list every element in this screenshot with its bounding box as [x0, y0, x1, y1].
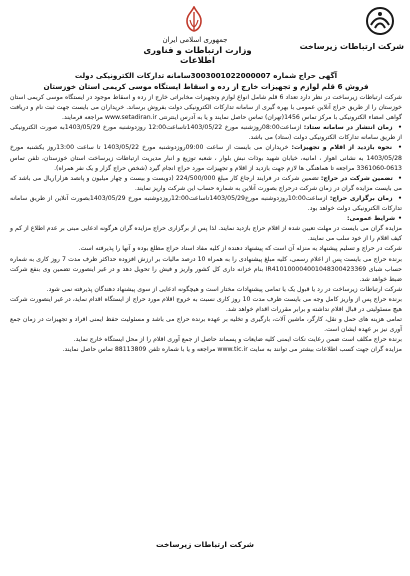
section-text: ازساعت10:00روزدوشنبه مورخ1403/05/29تاساعت12:00روزدوشنبه مورخ 1403/05/29بصورت آنلاین از طریق سامانه تدارکات الکترونیکی دولت خواهد بود.: [10, 194, 402, 213]
condition-item: تمامی هزینه های حمل و نقل، کارگر، ماشین آلات، بارگیری و تخلیه بر عهده برنده حراج می باشد و مسئولیت حفظ ایمنی افراد و تجهیزات در زمان جمع آوری نیز بر عهده ایشان است.: [10, 316, 402, 334]
company-logo-icon: [365, 6, 395, 36]
ministry-name: وزارت ارتباطات و فناوری اطلاعات: [143, 46, 252, 66]
section-auction-time: [10, 194, 402, 214]
notice-body: [10, 70, 402, 355]
iran-emblem-icon: [183, 6, 205, 32]
section-label: زمان انتشار در سامانه ستاد:: [303, 124, 393, 132]
section-guarantee: [10, 174, 402, 194]
section-visit: [10, 143, 402, 173]
conditions-title: • شرایط عمومی:: [10, 214, 402, 224]
condition-item: برنده حراج پس از واریز کامل وجه می بایست ظرف مدت 10 روز کاری نسبت به خروج اقلام مورد حراج از ایستگاه اقدام نماید، در غیر اینصورت شرکت هیچ مسئولیتی در قبال اقلام نداشته و برابر مقررات اقدام خواهد شد.: [10, 295, 402, 313]
notice-subtitle: فروش 6 قلم لوازم و تجهیزات خارج از رده و اسقاط ایستگاه موسی کریمی استان خوزستان: [43, 82, 369, 91]
condition-item: شرکت ارتباطات زیرساخت در رد یا قبول یک یا تمامی پیشنهادات مختار است و هیچگونه ادعایی از سوی پیشنهاد دهندگان پذیرفته نمی شود.: [46, 285, 402, 293]
condition-item: شرکت در حراج و تسلیم پیشنهاد به منزله آن است که پیشنهاد دهنده از کلیه مفاد اسناد حراج مطلع بوده و آنها را پذیرفته است.: [78, 245, 402, 253]
company-name: شرکت ارتباطات زیرساخت: [299, 42, 404, 51]
section-text: تضمین شرکت در فرایند ارجاع کار مبلغ 224/500/000 (دویست و بیست و چهار میلیون و پانصد هزار)ریال می باشد که می بایست مزایده گران در زمان شرکت درحراج بصورت آنلاین به شماره حساب این شرکت واریز نمایند.: [10, 174, 402, 192]
notice-intro: شرکت ارتباطات زیرساخت در نظر دارد تعداد 6 قلم شامل انواع لوازم وتجهیزات مخابراتی خارج از رده و اسقاط موجود در ایستگاه موسی کریمی استان خوزستان را از طریق حراج آنلاین عمومی با بهره گیری از سامانه تدارکات الکترونیکی دولت بفروش برساند. خریداران می بایست جهت ثبت نام و دریافت گواهی امضاء الکترونیکی با مرکز تماس 1456(تهران) تماس حاصل نمایند و یا به آدرس اینترنتی www.setadiran.ir مراجعه فرمایند.: [10, 94, 402, 122]
notice-title: آگهی حراج شماره 3003001022000007سامانه تدارکات الکترونیکی دولت: [74, 71, 338, 80]
section-label: زمان برگزاری حراج:: [329, 194, 393, 202]
condition-item: مزایده گران می بایست در مهلت تعیین شده از اقلام حراج بازدید نمایند. لذا پس از برگزاری حراج مزایده گران هرگونه ادعایی مبنی بر عدم اطلاع از کم و کیف اقلام را از خود سلب می نمایند.: [10, 225, 402, 243]
condition-item: برنده حراج مکلف است ضمن رعایت نکات ایمنی کلیه ضایعات و پسماند حاصل از جمع آوری اقلام را از محل ایستگاه خارج نماید.: [73, 336, 402, 344]
section-publish-time: [10, 123, 402, 143]
condition-item: برنده حراج می بایست پس از اعلام رسمی، کلیه مبلغ پیشنهادی را به همراه 10 درصد مالیات بر ارزش افزوده حداکثر ظرف مدت 7 روز کاری به شماره حساب شبای IR410100004001048300423369 بنام خزانه داری کل کشور واریز و فیش را تحویل دهد و در غیر اینصورت تضمین وی بنفع شرکت ضبط خواهد شد.: [10, 255, 402, 283]
signature: شرکت ارتباطات زیرساخت: [156, 540, 254, 549]
section-label: نحوه بازدید از اقلام و تجهیزات:: [291, 144, 393, 152]
section-text: ازساعت08:00روزشنبه مورخ 1403/05/22تاساعت12:00 روزدوشنبه مورخ 1403/05/29به صورت الکترونیکی از طریق سامانه تدارکات الکترونیکی دولت (ستاد) می باشد.: [10, 124, 402, 142]
condition-item: مزایده گران جهت کسب اطلاعات بیشتر می توانند به سایت www.tic.ir مراجعه و یا با شماره تلفن 88113809 تماس حاصل نمایند.: [62, 346, 402, 354]
section-label: تضمین شرکت در حراج:: [320, 174, 393, 182]
gov-line-1: جمهوری اسلامی ایران: [162, 36, 228, 44]
header: [0, 0, 410, 66]
section-text: خریداران می بایست از ساعت 09:00روزدوشنبه مورخ 1403/05/22 تا ساعت 13:00روز یکشنبه مورخ 1403/05/28 به نشانی اهواز ، امانیه، خیابان شهید بوذات نبش بلوار ، شعبه توزیع و انبار مدیریت ارتباطات زیرساخت استان خوزستان، تلفن تماس 0613-3361060 مراجعه تا هماهنگی ها لازم جهت بازدید از اقلام و تجهیزات مورد حراج انجام گیرد (شخص حراج گزار و یک نفر همراه).: [10, 144, 402, 172]
